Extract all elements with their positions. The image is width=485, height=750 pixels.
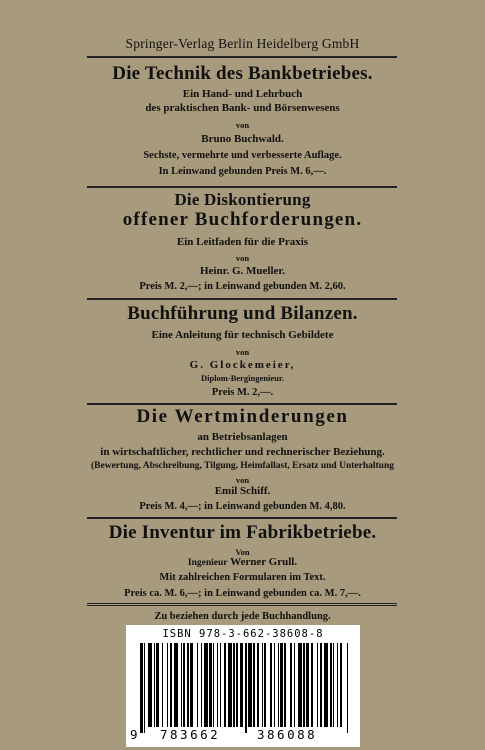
von-label: Von (235, 547, 250, 557)
bottom-double-rule (87, 603, 397, 609)
book-subtitle: Eine Anleitung für technisch Gebildete (151, 329, 334, 341)
book-note: Mit zahlreichen Formularen im Text. (159, 572, 326, 583)
barcode-bar (245, 643, 246, 733)
barcode-bar (154, 643, 155, 727)
barcode-bar (162, 643, 163, 727)
book-subtitle: Ein Hand- und Lehrbuch (182, 88, 303, 100)
barcode-bar (181, 643, 182, 727)
barcode-bar (224, 643, 227, 727)
barcode-bar (317, 643, 318, 727)
book-price: Preis ca. M. 6,—; in Leinwand gebunden ca. M. 7,—. (124, 588, 361, 599)
book-price: Preis M. 2,—; in Leinwand gebunden M. 2,60. (139, 281, 346, 292)
von-label: von (235, 347, 250, 357)
barcode-bar (311, 643, 312, 727)
barcode-digit-first: 9 (130, 727, 138, 742)
barcode-bar (324, 643, 328, 727)
book-subtitle: (Bewertung, Abschreibung, Tilgung, Heimfallast, Ersatz und Unterhaltung (91, 461, 394, 471)
von-label: von (235, 475, 250, 485)
book-author: Heinr. G. Mueller. (199, 265, 286, 277)
barcode-bar (278, 643, 279, 727)
barcode-bar (187, 643, 188, 727)
barcode-bar (217, 643, 218, 727)
book-author: Emil Schiff. (214, 485, 271, 497)
barcode-bar (264, 643, 265, 727)
barcode-bar (330, 643, 331, 727)
author-prefix: Ingenieur (187, 558, 228, 568)
barcode-bar (201, 643, 202, 727)
isbn-label: ISBN 978-3-662-38608-8 (162, 628, 324, 640)
barcode-bar (220, 643, 221, 727)
book-title: Buchführung und Bilanzen. (127, 303, 358, 324)
section-rule (87, 403, 397, 405)
barcode-bar (167, 643, 168, 727)
book-author: Bruno Buchwald. (201, 133, 284, 145)
barcode-bar (294, 643, 295, 727)
book-price: Preis M. 4,—; in Leinwand gebunden M. 4,80. (139, 501, 346, 512)
barcode-bar (303, 643, 304, 727)
top-rule (87, 56, 397, 58)
von-label: von (235, 253, 250, 263)
barcode-bar (213, 643, 214, 727)
barcode-bar (148, 643, 152, 727)
barcode-bar (253, 643, 254, 727)
book-title: offener Buchforderungen. (122, 209, 363, 230)
book-subtitle: Ein Leitfaden für die Praxis (176, 236, 309, 248)
barcode-bar (320, 643, 323, 727)
book-author: Werner Grull. (230, 556, 298, 568)
book-title: Die Diskontierung (174, 190, 311, 209)
barcode-bar (190, 643, 193, 727)
section-rule (87, 517, 397, 519)
barcode-bar (228, 643, 232, 727)
book-price: Preis M. 2,—. (211, 387, 274, 398)
barcode-digits-left: 783662 (160, 727, 221, 742)
barcode-bar (262, 643, 263, 727)
barcode-bar (306, 643, 309, 727)
book-author: G. Glockemeier, (189, 359, 296, 371)
book-title: Die Inventur im Fabrikbetriebe. (108, 522, 377, 543)
barcode-bar (233, 643, 234, 727)
book-subtitle: an Betriebsanlagen (197, 431, 288, 443)
von-label: von (235, 120, 250, 130)
barcode-bar (248, 643, 252, 727)
barcode-bar (140, 643, 143, 733)
section-rule (87, 298, 397, 300)
barcode-bar (298, 643, 302, 727)
barcode-bar (144, 643, 145, 733)
book-price: In Leinwand gebunden Preis M. 6,—. (158, 166, 327, 177)
barcode-bar (174, 643, 178, 727)
book-edition: Sechste, vermehrte und verbesserte Auflage. (143, 150, 342, 161)
book-subtitle: des praktischen Bank- und Börsenwesens (145, 102, 340, 114)
barcode-bar (156, 643, 159, 727)
footer-note: Zu beziehen durch jede Buchhandlung. (154, 611, 331, 622)
book-title: Die Technik des Bankbetriebes. (112, 63, 373, 84)
barcode-bar (284, 643, 285, 727)
barcode-bar (340, 643, 343, 727)
barcode-bar (274, 643, 275, 727)
barcode-bar (280, 643, 283, 727)
barcode-bar (333, 643, 334, 727)
publisher-name: Springer-Verlag Berlin Heidelberg GmbH (125, 36, 360, 51)
barcode-bar (337, 643, 338, 727)
barcode-digits-right: 386088 (257, 727, 318, 742)
barcode-bar (347, 643, 348, 733)
barcode-bar (197, 643, 198, 727)
book-subtitle: in wirtschaftlicher, rechtlicher und rechnerischer Beziehung. (100, 446, 385, 458)
barcode-bar (209, 643, 212, 727)
barcode-bar (204, 643, 208, 727)
barcode-bar (290, 643, 293, 727)
book-author-line (0, 556, 485, 568)
isbn-barcode (126, 625, 360, 747)
barcode-bar (240, 643, 243, 727)
barcode-bar (270, 643, 273, 727)
barcode-bar (236, 643, 239, 727)
barcode-bars (140, 643, 350, 727)
section-rule (87, 186, 397, 188)
barcode-digits (126, 727, 360, 745)
barcode-bar (183, 643, 184, 727)
barcode-bar (170, 643, 173, 727)
book-title: Die Wertminderungen (136, 406, 349, 427)
barcode-bar (257, 643, 258, 727)
author-note: Diplom-Bergingenieur. (200, 373, 285, 383)
